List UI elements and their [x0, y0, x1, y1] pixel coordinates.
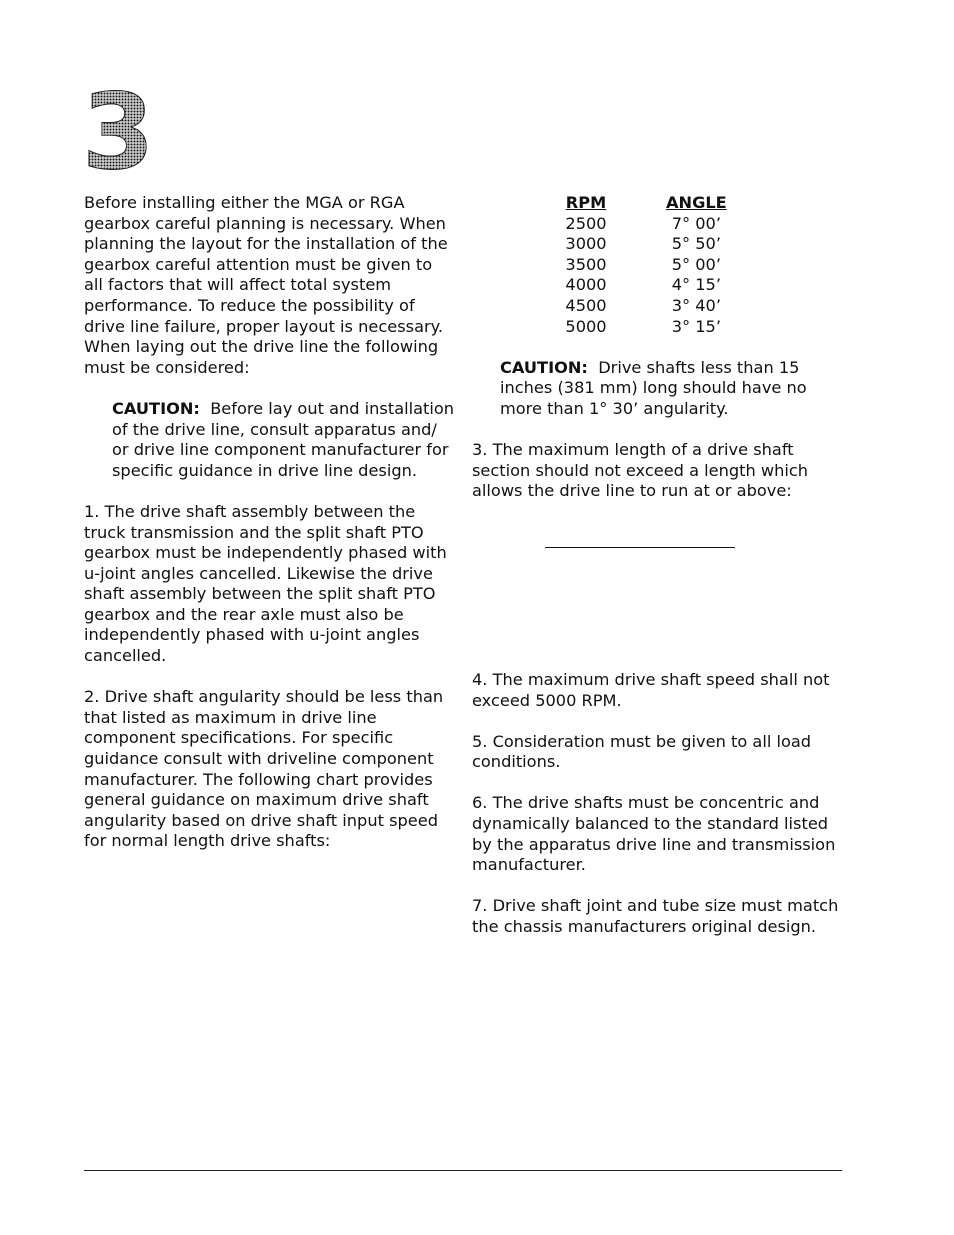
- table-header-angle: ANGLE: [666, 193, 727, 212]
- blank-underline: [545, 547, 735, 548]
- list-item-4: 4. The maximum drive shaft speed shall not exceed 5000 RPM.: [472, 669, 830, 710]
- rpm-cell: 2500: [565, 213, 607, 233]
- right-column: [472, 193, 844, 958]
- table-row: [548, 317, 727, 338]
- caution-note-short-shafts: [500, 358, 844, 420]
- table-row: [548, 255, 727, 276]
- caution-text: Before lay out and installation of the drive line, consult apparatus and/ or drive line component manufacturer for specific guidance in drive line design.: [112, 398, 455, 480]
- caution-text: Drive shafts less than 15 inches (381 mm) long should have no more than 1° 30’ angularity.: [500, 357, 807, 418]
- list-item-1: 1. The drive shaft assembly between the truck transmission and the split shaft PTO gearbox must be independently phased with u-joint angles cancelled. Likewise the drive shaft assembly between the split shaft PTO gearbox and the rear axle must also be independently phased with u-joint angles cancelled.: [84, 501, 447, 666]
- table-row: [548, 234, 727, 255]
- footer-divider: [84, 1170, 842, 1171]
- list-item-3: 3. The maximum length of a drive shaft section should not exceed a length which allows the drive line to run at or above:: [472, 440, 809, 501]
- angle-cell: 5° 50’: [671, 234, 722, 254]
- table-row: [548, 214, 727, 235]
- rpm-cell: 4000: [565, 275, 607, 295]
- caution-label: CAUTION:: [112, 398, 200, 418]
- angle-cell: 7° 00’: [671, 213, 722, 233]
- intro-paragraph: Before installing either the MGA or RGA gearbox careful planning is necessary. When planning the layout for the installation of the gearbox careful attention must be given to all factors that will affect total system performance. To reduce the possibility of drive line failure, proper layout is necessary. When laying out the drive line the following must be considered:: [84, 193, 448, 377]
- chapter-number: 3: [82, 71, 153, 193]
- list-item-7: 7. Drive shaft joint and tube size must match the chassis manufacturers original design.: [472, 896, 839, 937]
- rpm-cell: 4500: [565, 295, 607, 315]
- table-header-row: [548, 193, 727, 214]
- table-row: [548, 275, 727, 296]
- rpm-cell: 5000: [565, 316, 607, 336]
- angle-cell: 5° 00’: [671, 254, 722, 274]
- angle-cell: 3° 15’: [671, 316, 722, 336]
- caution-note-layout: [112, 399, 456, 481]
- table-header-rpm: RPM: [565, 193, 607, 212]
- list-item-6: 6. The drive shafts must be concentric and dynamically balanced to the standard listed by the apparatus drive line and transmission manufacturer.: [472, 793, 836, 875]
- rpm-cell: 3000: [565, 234, 607, 254]
- caution-label: CAUTION:: [500, 357, 588, 377]
- table-row: [548, 296, 727, 317]
- rpm-angle-table: [548, 193, 727, 337]
- angle-cell: 4° 15’: [671, 275, 722, 295]
- rpm-cell: 3500: [565, 254, 607, 274]
- list-item-5: 5. Consideration must be given to all load conditions.: [472, 731, 812, 772]
- list-item-2: 2. Drive shaft angularity should be less than that listed as maximum in drive line component specifications. For specific guidance consult with driveline component manufacturer. The following chart provides general guidance on maximum drive shaft angularity based on drive shaft input speed for normal length drive shafts:: [84, 687, 444, 851]
- fill-in-blank: [472, 547, 844, 670]
- angle-cell: 3° 40’: [671, 295, 722, 315]
- left-column: [84, 193, 456, 873]
